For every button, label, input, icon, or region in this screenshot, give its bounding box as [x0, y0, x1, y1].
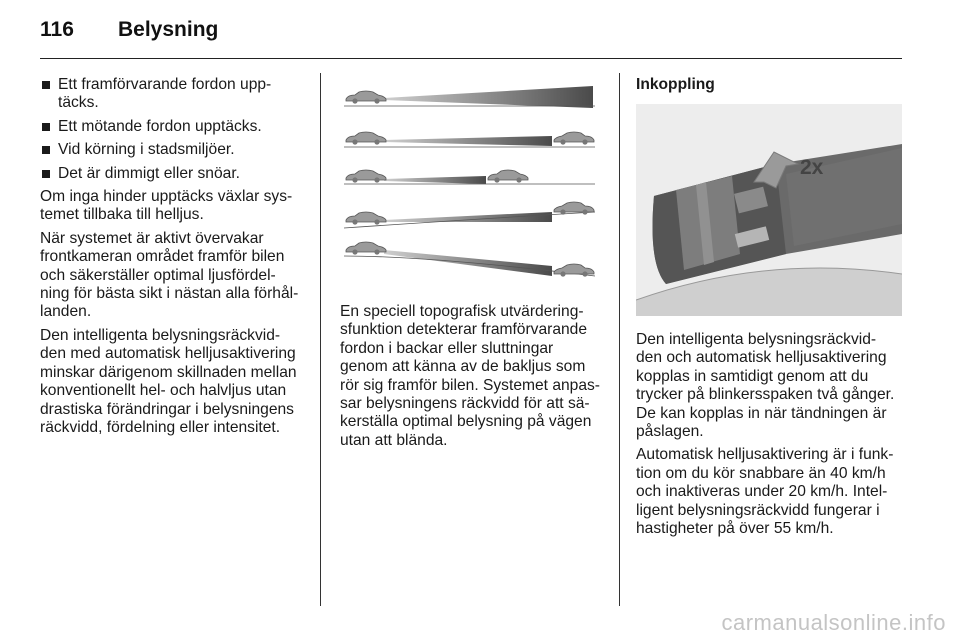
- beam-row-2: [344, 132, 595, 147]
- beam-row-3: [344, 170, 595, 184]
- bullet-square-icon: [42, 123, 50, 131]
- beam-row-4: [344, 202, 595, 228]
- beam-range-illustration: [340, 80, 602, 292]
- bullet-square-icon: [42, 146, 50, 154]
- column-1: [40, 76, 308, 442]
- header-rule: [40, 58, 902, 59]
- watermark: carmanualsonline.info: [721, 610, 946, 635]
- column-2: [340, 303, 606, 455]
- stalk-illustration: [636, 104, 902, 316]
- list-item: Vid körning i stadsmiljöer.: [40, 141, 308, 159]
- column-divider-2: [619, 73, 620, 606]
- paragraph: Automatisk helljusaktivering är i funk- tion om du kör snabbare än 40 km/h och inaktiveras under 20 km/h. Intel- ligent belysningsräckvidd fungerar i hastigheter på över 55 km/h.: [636, 446, 894, 538]
- page-title: Belysning: [118, 18, 219, 41]
- paragraph: Den intelligenta belysningsräckvid- den och automatisk helljusaktivering kopplas in samtidigt genom att du trycker på blinkersspaken två gånger. De kan kopplas in när tändningen är påslagen.: [636, 331, 895, 441]
- bullet-square-icon: [42, 81, 50, 89]
- column-3-text: [636, 331, 904, 543]
- list-item: Ett mötande fordon upptäcks.: [40, 118, 308, 136]
- bullet-square-icon: [42, 170, 50, 178]
- condition-list: [40, 76, 308, 183]
- paragraph: Om inga hinder upptäcks växlar sys- temet tillbaka till helljus.: [40, 188, 293, 224]
- page-number: 116: [40, 18, 74, 41]
- paragraph: När systemet är aktivt övervakar frontkameran området framför bilen och säkerställer optimal ljusfördel- ning för bästa sikt i nästan alla förhål- landen.: [40, 229, 299, 321]
- list-item: Ett framförvarande fordon upp- täcks.: [40, 76, 308, 113]
- beam-row-1: [344, 86, 595, 108]
- section-subheading: Inkoppling: [636, 76, 715, 93]
- column-divider-1: [320, 73, 321, 606]
- page-header: [40, 18, 218, 42]
- paragraph: En speciell topografisk utvärdering- sfunktion detekterar framförvarande fordon i backar eller sluttningar genom att känna av de bakljus som rör sig framför bilen. Systemet anpas- sar belysningens räckvidd för att sä- kerställa optimal belysning på vägen utan att blända.: [340, 303, 600, 449]
- press-twice-label: 2x: [800, 156, 824, 179]
- list-item: Det är dimmigt eller snöar.: [40, 165, 308, 183]
- beam-row-5: [344, 242, 595, 277]
- paragraph: Den intelligenta belysningsräckvid- den med automatisk helljusaktivering minskar därigenom skillnaden mellan konventionellt hel- och halvljus utan drastiska förändringar i belysningens räckvidd, fördelning eller intensitet.: [40, 326, 297, 436]
- turn-signal-stalk-image: [636, 104, 902, 316]
